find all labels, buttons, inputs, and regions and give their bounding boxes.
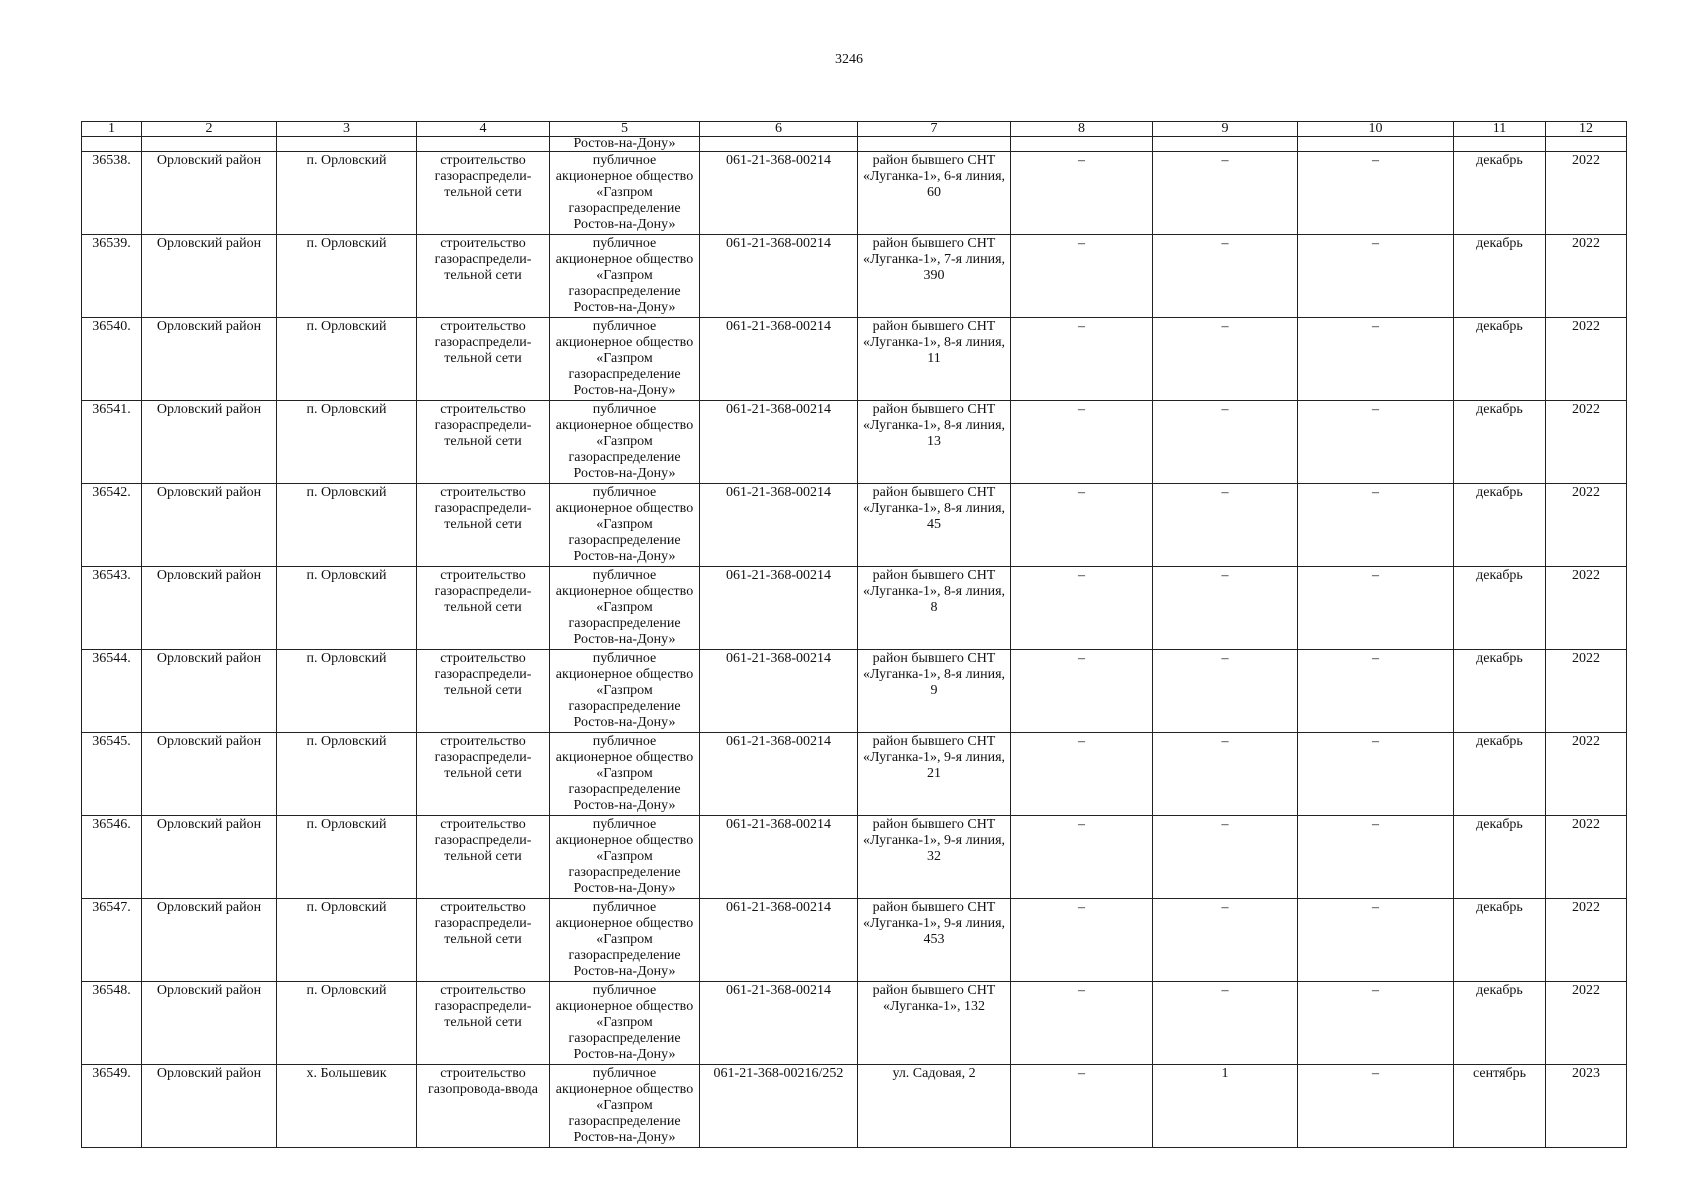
- cell-month: декабрь: [1454, 401, 1546, 484]
- cell-district: Орловский район: [142, 484, 277, 567]
- table-row: [82, 650, 1627, 733]
- cell-col-10: –: [1298, 484, 1454, 567]
- cell-number: 36546.: [82, 816, 142, 899]
- cell-address: район бывшего СНТ «Луганка-1», 8-я линия, 8: [858, 567, 1011, 650]
- column-header-9: 9: [1153, 122, 1298, 137]
- cell-district: Орловский район: [142, 567, 277, 650]
- cell-settlement: х. Большевик: [277, 1065, 417, 1148]
- cell-number: 36544.: [82, 650, 142, 733]
- cell-col-10: –: [1298, 982, 1454, 1065]
- cell-organization: публичное акционерное общество «Газпром газораспределение Ростов-на-Дону»: [550, 899, 700, 982]
- page-number: 3246: [835, 52, 863, 67]
- cell-number: 36545.: [82, 733, 142, 816]
- cell-address: район бывшего СНТ «Луганка-1», 6-я линия, 60: [858, 152, 1011, 235]
- continuation-cell: [1011, 137, 1153, 152]
- cell-address: район бывшего СНТ «Луганка-1», 8-я линия, 13: [858, 401, 1011, 484]
- table-row: [82, 401, 1627, 484]
- cell-month: декабрь: [1454, 235, 1546, 318]
- cell-col-9: –: [1153, 401, 1298, 484]
- table-row: [82, 484, 1627, 567]
- cell-settlement: п. Орловский: [277, 152, 417, 235]
- cell-year: 2022: [1546, 235, 1627, 318]
- cell-col-8: –: [1011, 318, 1153, 401]
- cell-district: Орловский район: [142, 235, 277, 318]
- cell-month: декабрь: [1454, 152, 1546, 235]
- column-number-row: [82, 122, 1627, 137]
- column-header-2: 2: [142, 122, 277, 137]
- cell-col-8: –: [1011, 899, 1153, 982]
- cell-district: Орловский район: [142, 733, 277, 816]
- column-header-3: 3: [277, 122, 417, 137]
- cell-col-10: –: [1298, 1065, 1454, 1148]
- table-row: [82, 899, 1627, 982]
- column-header-6: 6: [700, 122, 858, 137]
- cell-organization: публичное акционерное общество «Газпром газораспределение Ростов-на-Дону»: [550, 816, 700, 899]
- continuation-cell: [277, 137, 417, 152]
- cell-address: район бывшего СНТ «Луганка-1», 9-я линия, 453: [858, 899, 1011, 982]
- cell-address: район бывшего СНТ «Луганка-1», 8-я линия, 9: [858, 650, 1011, 733]
- cell-code: 061-21-368-00214: [700, 982, 858, 1065]
- cell-code: 061-21-368-00214: [700, 650, 858, 733]
- cell-address: ул. Садовая, 2: [858, 1065, 1011, 1148]
- table-row: [82, 816, 1627, 899]
- cell-code: 061-21-368-00216/252: [700, 1065, 858, 1148]
- cell-organization: публичное акционерное общество «Газпром газораспределение Ростов-на-Дону»: [550, 982, 700, 1065]
- cell-organization: публичное акционерное общество «Газпром газораспределение Ростов-на-Дону»: [550, 318, 700, 401]
- cell-col-9: –: [1153, 650, 1298, 733]
- cell-district: Орловский район: [142, 650, 277, 733]
- continuation-cell: [1298, 137, 1454, 152]
- cell-code: 061-21-368-00214: [700, 235, 858, 318]
- cell-settlement: п. Орловский: [277, 484, 417, 567]
- cell-district: Орловский район: [142, 401, 277, 484]
- cell-col-9: –: [1153, 484, 1298, 567]
- cell-work-type: строительство газораспредели-тельной сети: [417, 318, 550, 401]
- cell-month: декабрь: [1454, 484, 1546, 567]
- cell-settlement: п. Орловский: [277, 733, 417, 816]
- cell-work-type: строительство газораспредели-тельной сети: [417, 816, 550, 899]
- cell-col-8: –: [1011, 401, 1153, 484]
- cell-col-9: –: [1153, 318, 1298, 401]
- cell-number: 36541.: [82, 401, 142, 484]
- cell-address: район бывшего СНТ «Луганка-1», 132: [858, 982, 1011, 1065]
- cell-work-type: строительство газораспредели-тельной сети: [417, 899, 550, 982]
- continuation-cell: [1546, 137, 1627, 152]
- cell-code: 061-21-368-00214: [700, 567, 858, 650]
- cell-year: 2022: [1546, 899, 1627, 982]
- cell-code: 061-21-368-00214: [700, 484, 858, 567]
- cell-code: 061-21-368-00214: [700, 318, 858, 401]
- cell-organization: публичное акционерное общество «Газпром газораспределение Ростов-на-Дону»: [550, 650, 700, 733]
- cell-col-9: –: [1153, 733, 1298, 816]
- cell-number: 36543.: [82, 567, 142, 650]
- cell-settlement: п. Орловский: [277, 816, 417, 899]
- cell-district: Орловский район: [142, 899, 277, 982]
- cell-month: декабрь: [1454, 567, 1546, 650]
- cell-district: Орловский район: [142, 318, 277, 401]
- cell-col-10: –: [1298, 899, 1454, 982]
- cell-work-type: строительство газораспредели-тельной сети: [417, 733, 550, 816]
- cell-col-10: –: [1298, 733, 1454, 816]
- column-header-5: 5: [550, 122, 700, 137]
- registry-table: [81, 121, 1627, 1148]
- cell-number: 36542.: [82, 484, 142, 567]
- table-row: [82, 982, 1627, 1065]
- cell-month: декабрь: [1454, 733, 1546, 816]
- cell-col-8: –: [1011, 152, 1153, 235]
- cell-col-10: –: [1298, 650, 1454, 733]
- continuation-row: [82, 137, 1627, 152]
- continuation-cell: [1153, 137, 1298, 152]
- cell-organization: публичное акционерное общество «Газпром газораспределение Ростов-на-Дону»: [550, 401, 700, 484]
- cell-col-8: –: [1011, 733, 1153, 816]
- cell-col-9: –: [1153, 567, 1298, 650]
- table-row: [82, 733, 1627, 816]
- continuation-cell: Ростов-на-Дону»: [550, 137, 700, 152]
- column-header-11: 11: [1454, 122, 1546, 137]
- cell-address: район бывшего СНТ «Луганка-1», 8-я линия, 11: [858, 318, 1011, 401]
- cell-work-type: строительство газораспредели-тельной сети: [417, 567, 550, 650]
- cell-month: декабрь: [1454, 899, 1546, 982]
- cell-number: 36549.: [82, 1065, 142, 1148]
- cell-district: Орловский район: [142, 982, 277, 1065]
- cell-col-9: –: [1153, 899, 1298, 982]
- continuation-cell: [142, 137, 277, 152]
- cell-settlement: п. Орловский: [277, 318, 417, 401]
- cell-year: 2022: [1546, 816, 1627, 899]
- cell-address: район бывшего СНТ «Луганка-1», 7-я линия, 390: [858, 235, 1011, 318]
- cell-col-8: –: [1011, 235, 1153, 318]
- cell-address: район бывшего СНТ «Луганка-1», 9-я линия, 32: [858, 816, 1011, 899]
- cell-address: район бывшего СНТ «Луганка-1», 9-я линия, 21: [858, 733, 1011, 816]
- cell-work-type: строительство газопровода-ввода: [417, 1065, 550, 1148]
- cell-col-8: –: [1011, 982, 1153, 1065]
- column-header-12: 12: [1546, 122, 1627, 137]
- table-row: [82, 152, 1627, 235]
- cell-code: 061-21-368-00214: [700, 401, 858, 484]
- cell-district: Орловский район: [142, 152, 277, 235]
- table-row: [82, 318, 1627, 401]
- cell-code: 061-21-368-00214: [700, 899, 858, 982]
- table-row: [82, 1065, 1627, 1148]
- continuation-cell: [858, 137, 1011, 152]
- continuation-cell: [417, 137, 550, 152]
- cell-settlement: п. Орловский: [277, 982, 417, 1065]
- cell-work-type: строительство газораспредели-тельной сети: [417, 401, 550, 484]
- column-header-4: 4: [417, 122, 550, 137]
- column-header-1: 1: [82, 122, 142, 137]
- cell-number: 36547.: [82, 899, 142, 982]
- cell-col-10: –: [1298, 152, 1454, 235]
- cell-settlement: п. Орловский: [277, 650, 417, 733]
- cell-month: декабрь: [1454, 982, 1546, 1065]
- cell-code: 061-21-368-00214: [700, 152, 858, 235]
- cell-settlement: п. Орловский: [277, 401, 417, 484]
- cell-month: декабрь: [1454, 650, 1546, 733]
- cell-district: Орловский район: [142, 816, 277, 899]
- cell-year: 2022: [1546, 733, 1627, 816]
- cell-work-type: строительство газораспредели-тельной сети: [417, 484, 550, 567]
- cell-col-9: –: [1153, 152, 1298, 235]
- cell-settlement: п. Орловский: [277, 567, 417, 650]
- cell-organization: публичное акционерное общество «Газпром газораспределение Ростов-на-Дону»: [550, 1065, 700, 1148]
- table-body: [82, 122, 1627, 1148]
- cell-number: 36539.: [82, 235, 142, 318]
- cell-year: 2022: [1546, 484, 1627, 567]
- cell-col-10: –: [1298, 401, 1454, 484]
- continuation-cell: [1454, 137, 1546, 152]
- column-header-10: 10: [1298, 122, 1454, 137]
- cell-work-type: строительство газораспредели-тельной сети: [417, 650, 550, 733]
- cell-col-9: –: [1153, 982, 1298, 1065]
- table-row: [82, 567, 1627, 650]
- table-row: [82, 235, 1627, 318]
- cell-code: 061-21-368-00214: [700, 816, 858, 899]
- cell-settlement: п. Орловский: [277, 899, 417, 982]
- cell-code: 061-21-368-00214: [700, 733, 858, 816]
- cell-address: район бывшего СНТ «Луганка-1», 8-я линия, 45: [858, 484, 1011, 567]
- cell-organization: публичное акционерное общество «Газпром газораспределение Ростов-на-Дону»: [550, 484, 700, 567]
- cell-work-type: строительство газораспредели-тельной сети: [417, 235, 550, 318]
- cell-col-8: –: [1011, 816, 1153, 899]
- cell-year: 2022: [1546, 318, 1627, 401]
- cell-col-9: –: [1153, 816, 1298, 899]
- cell-month: декабрь: [1454, 318, 1546, 401]
- cell-year: 2023: [1546, 1065, 1627, 1148]
- cell-work-type: строительство газораспредели-тельной сети: [417, 152, 550, 235]
- cell-col-10: –: [1298, 318, 1454, 401]
- cell-month: декабрь: [1454, 816, 1546, 899]
- cell-col-9: 1: [1153, 1065, 1298, 1148]
- column-header-8: 8: [1011, 122, 1153, 137]
- column-header-7: 7: [858, 122, 1011, 137]
- cell-organization: публичное акционерное общество «Газпром газораспределение Ростов-на-Дону»: [550, 733, 700, 816]
- cell-col-10: –: [1298, 567, 1454, 650]
- cell-year: 2022: [1546, 567, 1627, 650]
- cell-organization: публичное акционерное общество «Газпром газораспределение Ростов-на-Дону»: [550, 567, 700, 650]
- continuation-cell: [700, 137, 858, 152]
- continuation-cell: [82, 137, 142, 152]
- cell-work-type: строительство газораспредели-тельной сети: [417, 982, 550, 1065]
- cell-district: Орловский район: [142, 1065, 277, 1148]
- cell-number: 36548.: [82, 982, 142, 1065]
- cell-col-10: –: [1298, 816, 1454, 899]
- cell-col-9: –: [1153, 235, 1298, 318]
- cell-year: 2022: [1546, 982, 1627, 1065]
- cell-number: 36540.: [82, 318, 142, 401]
- cell-year: 2022: [1546, 152, 1627, 235]
- cell-month: сентябрь: [1454, 1065, 1546, 1148]
- cell-col-10: –: [1298, 235, 1454, 318]
- cell-year: 2022: [1546, 650, 1627, 733]
- cell-col-8: –: [1011, 484, 1153, 567]
- cell-col-8: –: [1011, 1065, 1153, 1148]
- cell-col-8: –: [1011, 567, 1153, 650]
- cell-settlement: п. Орловский: [277, 235, 417, 318]
- cell-organization: публичное акционерное общество «Газпром газораспределение Ростов-на-Дону»: [550, 152, 700, 235]
- cell-number: 36538.: [82, 152, 142, 235]
- cell-col-8: –: [1011, 650, 1153, 733]
- cell-organization: публичное акционерное общество «Газпром газораспределение Ростов-на-Дону»: [550, 235, 700, 318]
- cell-year: 2022: [1546, 401, 1627, 484]
